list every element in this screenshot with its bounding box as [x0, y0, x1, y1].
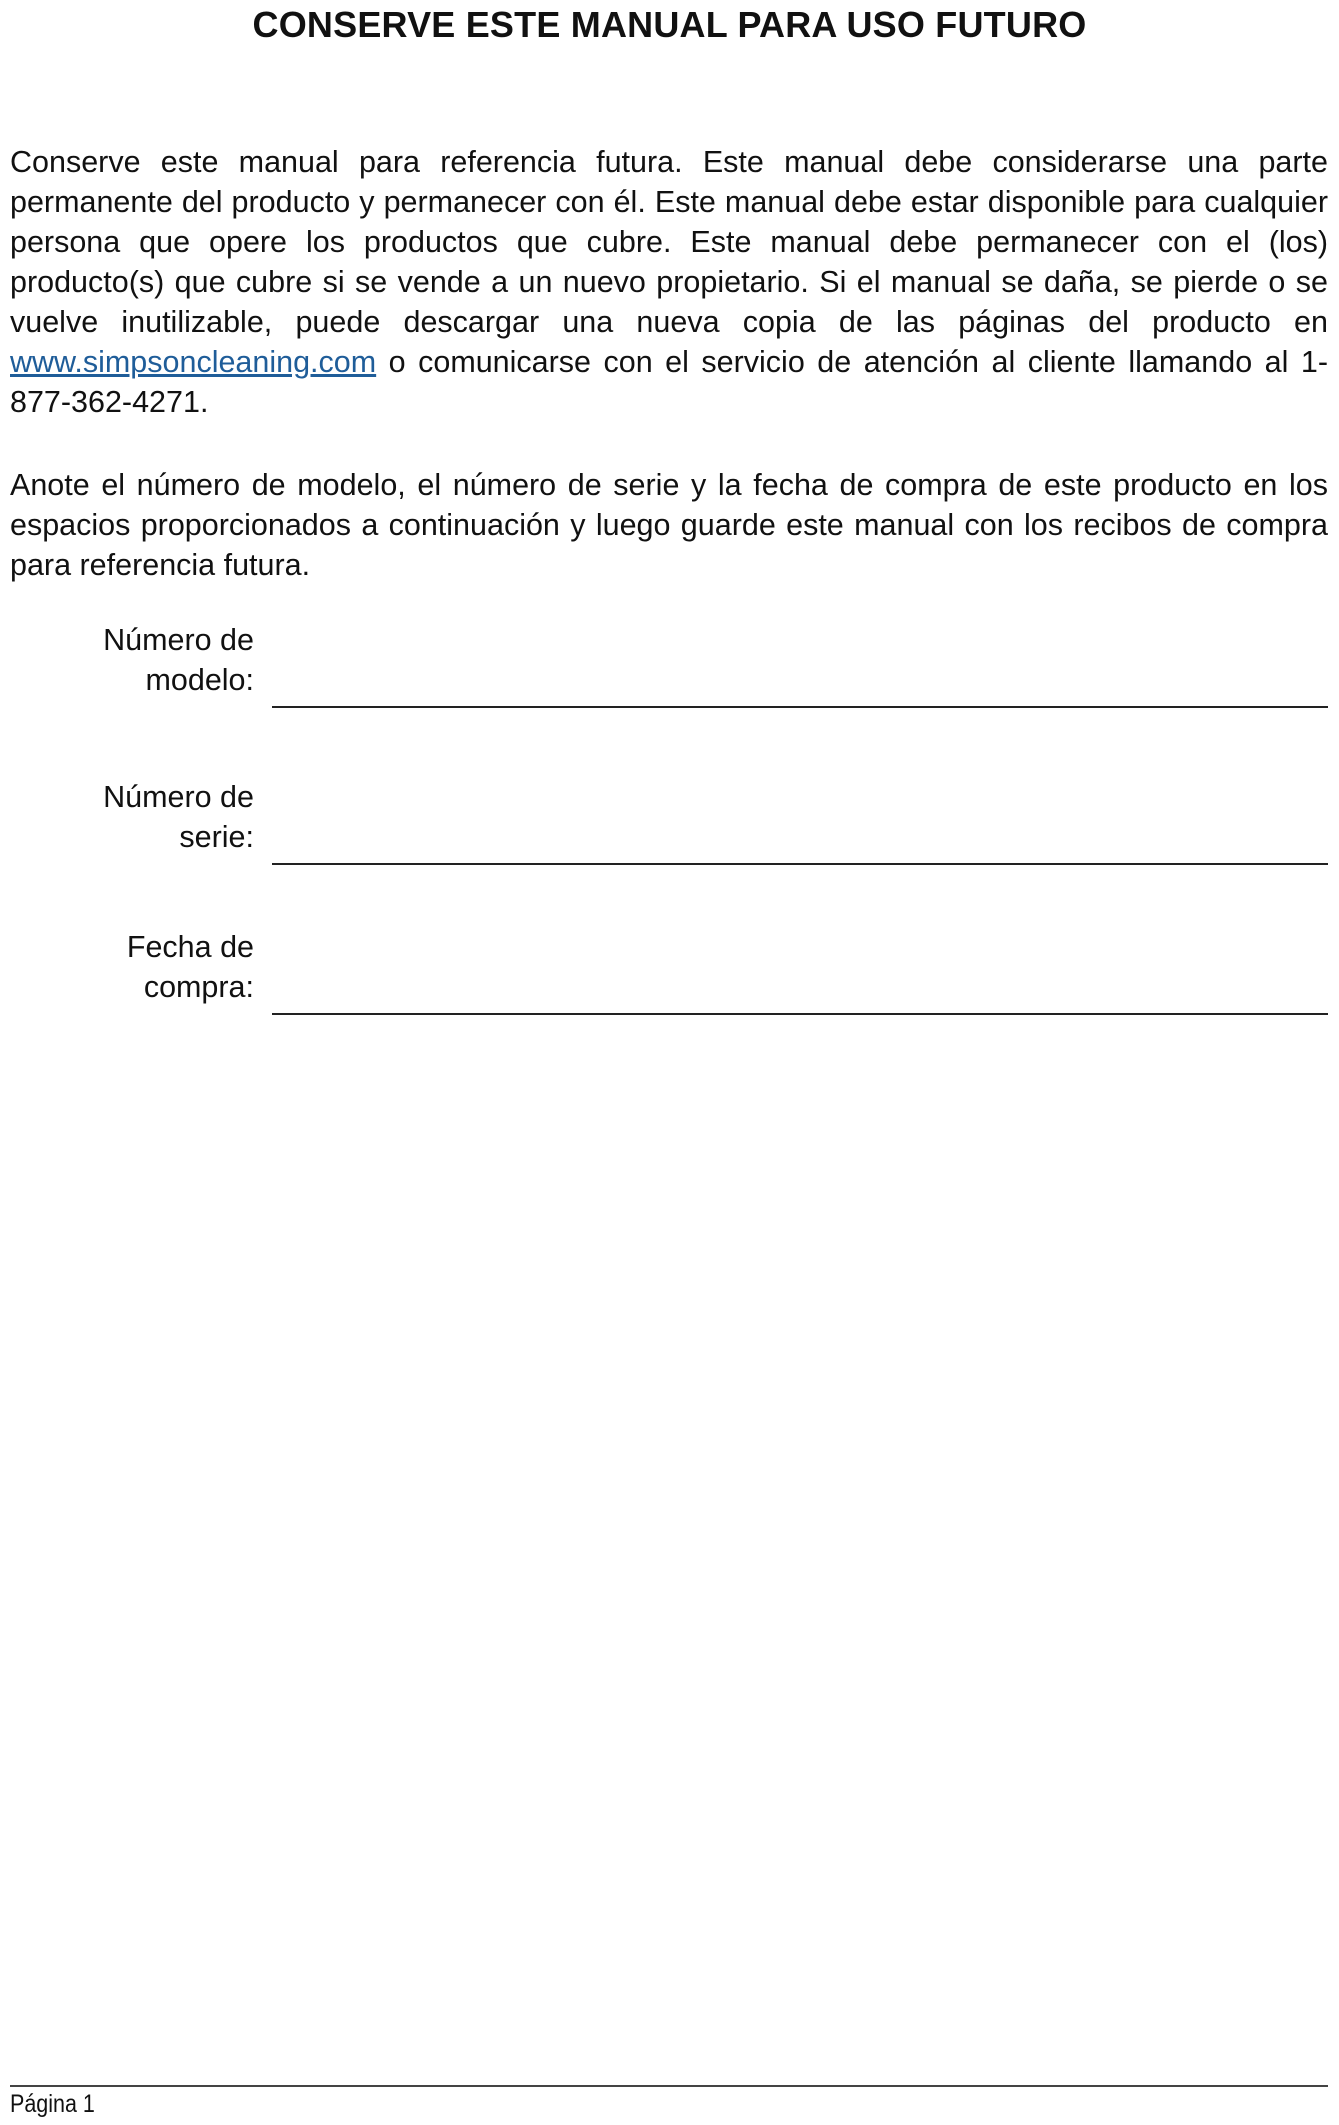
model-number-underline: [272, 706, 1328, 708]
purchase-date-label-line2: compra:: [143, 970, 254, 1004]
model-number-field[interactable]: [280, 660, 1320, 700]
purchase-date-field[interactable]: [280, 967, 1320, 1007]
serial-number-label-line1: Número de: [103, 780, 254, 814]
website-link[interactable]: www.simpsoncleaning.com: [10, 345, 377, 379]
purchase-date-underline: [272, 1013, 1328, 1015]
model-number-label-line1: Número de: [103, 623, 254, 657]
model-number-label: [0, 620, 254, 700]
serial-number-field[interactable]: [280, 817, 1320, 857]
intro-paragraph: [10, 142, 1328, 422]
model-number-label-line2: modelo:: [145, 663, 254, 697]
serial-number-label-line2: serie:: [179, 820, 254, 854]
page-title: CONSERVE ESTE MANUAL PARA USO FUTURO: [252, 4, 1087, 45]
purchase-date-label: [0, 927, 254, 1007]
page-number: Página 1: [10, 2090, 95, 2118]
intro-text-after-link: o comunicarse con el servicio de atención al cliente llamando al 1-877-362-4271.: [10, 345, 1328, 419]
instruction-paragraph: Anote el número de modelo, el número de serie y la fecha de compra de este producto en los espacios proporcionados a continuación y luego guarde este manual con los recibos de compra para referencia futura.: [10, 468, 1328, 582]
intro-text-before-link: Conserve este manual para referencia futura. Este manual debe considerarse una parte permanente del producto y permanecer con él. Este manual debe estar disponible para cualquier persona que opere los productos que cubre. Este manual debe permanecer con el (los) producto(s) que cubre si se vende a un nuevo propietario. Si el manual se daña, se pierde o se vuelve inutilizable, puede descargar una nueva copia de las páginas del producto en: [10, 145, 1328, 339]
footer-divider: [10, 2085, 1328, 2087]
purchase-date-label-line1: Fecha de: [126, 930, 254, 964]
serial-number-label: [0, 777, 254, 857]
serial-number-underline: [272, 863, 1328, 865]
